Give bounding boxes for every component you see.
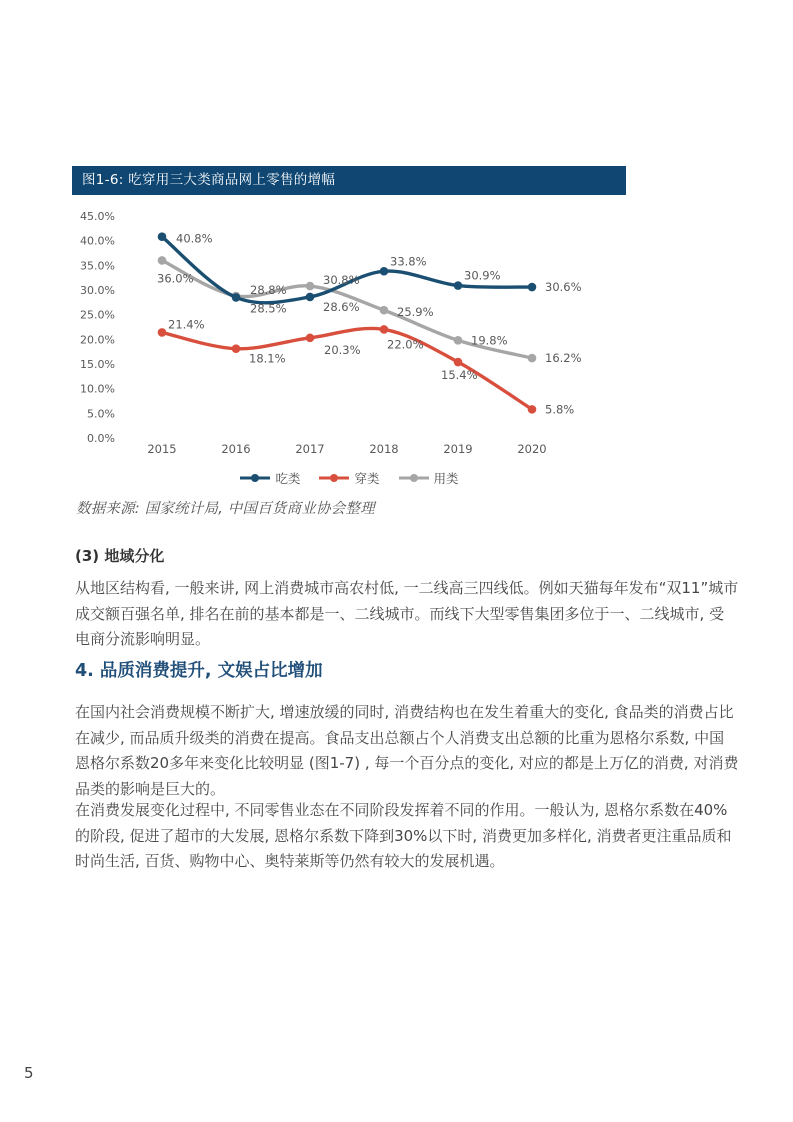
section-heading-region: (3) 地域分化	[75, 547, 165, 565]
svg-text:2018: 2018	[369, 442, 399, 456]
legend-line-marker-icon	[239, 473, 271, 483]
svg-text:16.2%: 16.2%	[545, 351, 582, 366]
svg-text:5.8%: 5.8%	[545, 402, 575, 417]
line-chart	[64, 203, 634, 461]
svg-text:21.4%: 21.4%	[168, 317, 205, 332]
svg-text:20.0%: 20.0%	[80, 333, 115, 347]
chart-legend	[64, 469, 634, 487]
svg-text:0.0%: 0.0%	[87, 432, 115, 445]
svg-text:35.0%: 35.0%	[80, 259, 115, 273]
legend-line-marker-icon	[398, 473, 430, 483]
svg-text:28.5%: 28.5%	[250, 301, 287, 316]
legend-label: 穿类	[354, 471, 380, 486]
data-source-note: 数据来源: 国家统计局, 中国百货商业协会整理	[76, 501, 375, 517]
svg-text:15.4%: 15.4%	[441, 368, 478, 383]
svg-text:2017: 2017	[295, 442, 325, 456]
svg-text:2020: 2020	[517, 442, 547, 456]
page-number: 5	[24, 1064, 34, 1082]
svg-text:2019: 2019	[443, 442, 473, 456]
svg-text:25.0%: 25.0%	[80, 308, 115, 322]
svg-text:33.8%: 33.8%	[390, 254, 427, 269]
legend-item-用类	[398, 469, 459, 487]
legend-line-marker-icon	[318, 473, 350, 483]
legend-item-穿类	[318, 469, 379, 487]
svg-text:30.8%: 30.8%	[323, 273, 360, 288]
legend-item-吃类	[239, 469, 300, 487]
svg-text:25.9%: 25.9%	[397, 305, 434, 320]
svg-text:40.8%: 40.8%	[176, 231, 213, 246]
svg-text:15.0%: 15.0%	[80, 358, 115, 371]
figure-title-bar: 图1-6: 吃穿用三大类商品网上零售的增幅	[72, 166, 626, 195]
svg-text:45.0%: 45.0%	[80, 210, 115, 223]
paragraph-retail-format: 在消费发展变化过程中, 不同零售业态在不同阶段发挥着不同的作用。一般认为, 恩格尔系数在40%的阶段, 促进了超市的大发展, 恩格尔系数下降到30%以下时, 消费更加多样化, 消费者更注重品质和时尚生活, 百货、购物中心、奥特莱斯等仍然有较大的发展机遇。	[75, 801, 732, 871]
svg-text:18.1%: 18.1%	[249, 351, 286, 366]
svg-text:30.9%: 30.9%	[464, 268, 501, 283]
legend-label: 吃类	[275, 471, 301, 486]
svg-text:22.0%: 22.0%	[387, 337, 424, 352]
svg-text:5.0%: 5.0%	[87, 407, 115, 421]
svg-text:30.6%: 30.6%	[545, 280, 582, 295]
paragraph-region: 从地区结构看, 一般来讲, 网上消费城市高农村低, 一二线高三四线低。例如天猫每年发布“双11”城市成交额百强名单, 排名在前的基本都是一、二线城市。而线下大型零售集团多位于一、二线城市, 受电商分流影响明显。	[75, 579, 739, 649]
svg-text:28.8%: 28.8%	[250, 282, 287, 297]
svg-text:10.0%: 10.0%	[80, 382, 115, 396]
svg-text:20.3%: 20.3%	[324, 342, 361, 357]
svg-text:30.0%: 30.0%	[80, 284, 115, 297]
legend-label: 用类	[433, 471, 459, 486]
paragraph-engel: 在国内社会消费规模不断扩大, 增速放缓的同时, 消费结构也在发生着重大的变化, 食品类的消费占比在减少, 而品质升级类的消费在提高。食品支出总额占个人消费支出总额的比重为恩格尔系数, 中国恩格尔系数20多年来变化比较明显 (图1-7) , 每一个百分点的变化, 对应的都是上万亿的消费, 对消费品类的影响是巨大的。	[75, 703, 739, 799]
svg-text:2016: 2016	[221, 442, 251, 456]
section-heading-quality: 4. 品质消费提升, 文娱占比增加	[75, 661, 323, 681]
svg-text:36.0%: 36.0%	[157, 271, 194, 286]
svg-text:19.8%: 19.8%	[471, 333, 508, 348]
svg-text:40.0%: 40.0%	[80, 234, 115, 248]
svg-text:28.6%: 28.6%	[323, 299, 360, 314]
svg-text:2015: 2015	[147, 442, 177, 456]
